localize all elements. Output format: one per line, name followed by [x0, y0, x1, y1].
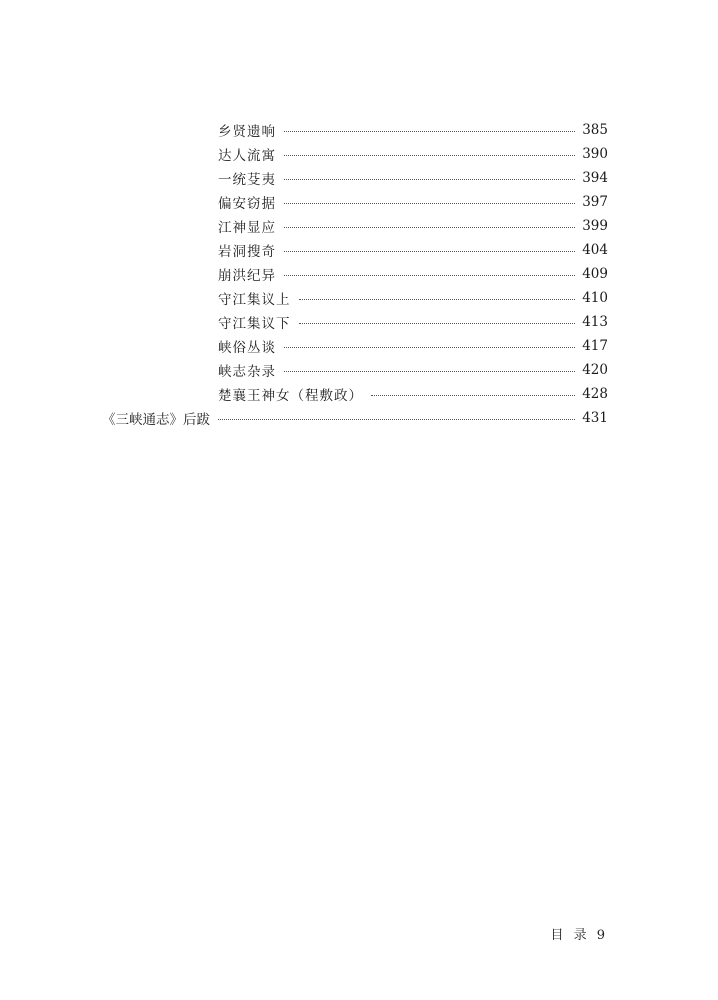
toc-entry	[218, 118, 608, 142]
dot-leader	[284, 131, 575, 132]
dot-leader	[218, 419, 575, 420]
toc-entry-page: 413	[582, 314, 608, 330]
dot-leader	[284, 155, 575, 156]
toc-entry	[218, 310, 608, 334]
toc-entry	[218, 166, 608, 190]
dot-leader	[371, 395, 575, 396]
toc-entry-title: 达人流寓	[218, 148, 276, 164]
toc-entry-title: 峡俗丛谈	[218, 340, 276, 356]
toc-entry	[218, 358, 608, 382]
dot-leader	[284, 347, 575, 348]
toc-entry-page: 397	[582, 194, 608, 210]
toc-entry-page: 428	[582, 386, 608, 402]
dot-leader	[284, 275, 575, 276]
dot-leader	[284, 371, 575, 372]
toc-entry-page: 399	[582, 218, 608, 234]
toc-entry-page: 390	[582, 146, 608, 162]
toc-entry	[218, 382, 608, 406]
toc-entry	[218, 238, 608, 262]
toc-entry-page: 385	[582, 122, 608, 138]
toc-entry-title: 峡志杂录	[218, 364, 276, 380]
toc-entry-top-level	[102, 406, 608, 430]
toc-entry-title: 一统芟夷	[218, 172, 276, 188]
toc-entry-page: 431	[582, 410, 608, 426]
toc-entry-page: 417	[582, 338, 608, 354]
dot-leader	[284, 179, 575, 180]
toc-entry-page: 394	[582, 170, 608, 186]
toc-entry-title: 江神显应	[218, 220, 276, 236]
toc-entry-title: 崩洪纪异	[218, 268, 276, 284]
toc-entry	[218, 214, 608, 238]
toc-entry	[218, 190, 608, 214]
toc-entry	[218, 286, 608, 310]
page-footer: 目 录 9	[550, 928, 608, 943]
toc-entry-title: 偏安窃据	[218, 196, 276, 212]
toc-entry	[218, 262, 608, 286]
toc-entry-title: 守江集议下	[218, 316, 291, 332]
toc-entry-page: 410	[582, 290, 608, 306]
toc-entry-title: 楚襄王神女（程敷政）	[218, 388, 363, 404]
toc-entry	[218, 142, 608, 166]
toc-entry-title: 守江集议上	[218, 292, 291, 308]
dot-leader	[284, 227, 575, 228]
dot-leader	[299, 323, 576, 324]
dot-leader	[299, 299, 576, 300]
toc-entry-title: 乡贤遗响	[218, 124, 276, 140]
dot-leader	[284, 203, 575, 204]
toc-entry-page: 409	[582, 266, 608, 282]
toc-entry-title: 《三峡通志》后跋	[102, 412, 210, 428]
toc-entry-page: 404	[582, 242, 608, 258]
toc-entry-page: 420	[582, 362, 608, 378]
toc-entry-title: 岩洞搜奇	[218, 244, 276, 260]
dot-leader	[284, 251, 575, 252]
toc-entry	[218, 334, 608, 358]
